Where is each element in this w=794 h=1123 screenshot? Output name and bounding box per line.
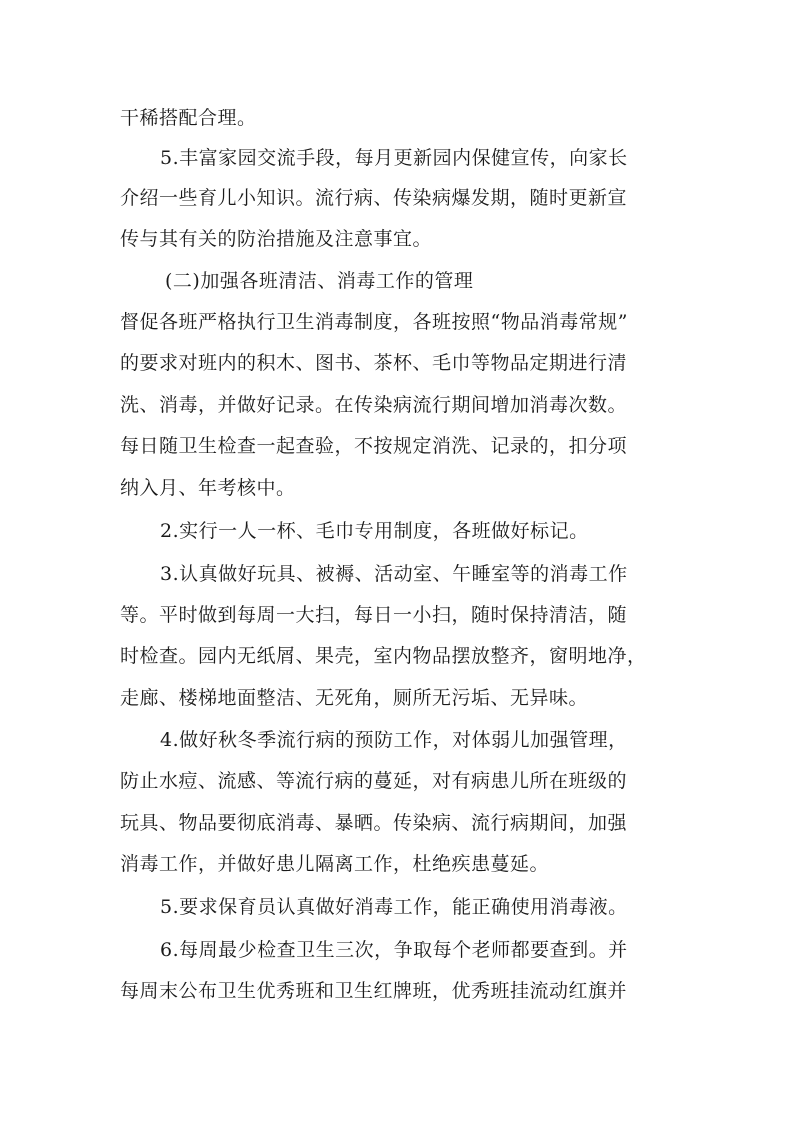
text-line: 督促各班严格执行卫生消毒制度，各班按照“物品消毒常规” [120,311,628,333]
paragraph-5-start: 5.丰富家园交流手段，每月更新园内保健宣传，向家长 [160,147,628,169]
paragraph-2-start: 2.实行一人一杯、毛巾专用制度，各班做好标记。 [160,520,589,542]
text-line: 洗、消毒，并做好记录。在传染病流行期间增加消毒次数。 [120,394,628,416]
text-line: 每周末公布卫生优秀班和卫生红牌班，优秀班挂流动红旗并 [120,980,628,1002]
text-line: 时检查。园内无纸屑、果壳，室内物品摆放整齐，窗明地净， [120,645,647,667]
paragraph-6-start: 6.每周最少检查卫生三次，争取每个老师都要查到。并 [160,939,628,961]
text-line: 消毒工作，并做好患儿隔离工作，杜绝疾患蔓延。 [120,853,550,875]
paragraph-5b-start: 5.要求保育员认真做好消毒工作，能正确使用消毒液。 [160,896,628,918]
text-line: 玩具、物品要彻底消毒、暴晒。传染病、流行病期间，加强 [120,812,628,834]
text-line: 介绍一些育儿小知识。流行病、传染病爆发期，随时更新宣 [120,187,628,209]
text-line: 防止水痘、流感、等流行病的蔓延，对有病患儿所在班级的 [120,770,628,792]
text-line: 等。平时做到每周一大扫，每日一小扫，随时保持清洁，随 [120,604,628,626]
paragraph-4-start: 4.做好秋冬季流行病的预防工作，对体弱儿加强管理， [160,729,628,751]
paragraph-3-start: 3.认真做好玩具、被褥、活动室、午睡室等的消毒工作 [160,563,628,585]
text-line: 纳入月、年考核中。 [120,477,296,499]
section-heading: (二)加强各班清洁、消毒工作的管理 [165,270,474,292]
text-line: 走廊、楼梯地面整洁、无死角，厕所无污垢、无异味。 [120,687,589,709]
text-line: 的要求对班内的积木、图书、茶杯、毛巾等物品定期进行清 [120,352,628,374]
text-line: 干稀搭配合理。 [120,107,257,129]
text-line: 传与其有关的防治措施及注意事宜。 [120,228,433,250]
text-line: 每日随卫生检查一起查验，不按规定消洗、记录的，扣分项 [120,435,628,457]
